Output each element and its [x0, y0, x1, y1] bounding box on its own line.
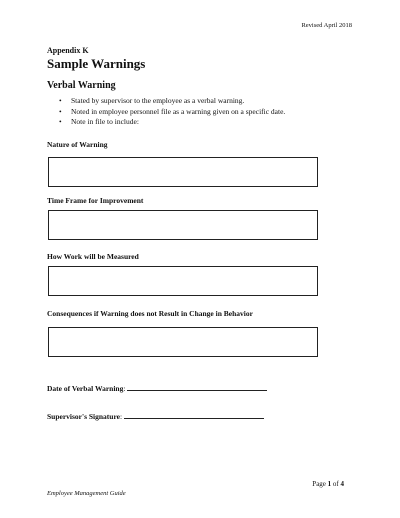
list-item: • Noted in employee personnel file as a warning given on a specific date. [57, 107, 285, 118]
appendix-label: Appendix K [47, 46, 89, 55]
page-title: Sample Warnings [47, 56, 146, 71]
footer-guide-title: Employee Management Guide [47, 490, 126, 497]
page-of: of [332, 480, 339, 488]
bullet-list [57, 96, 285, 128]
list-item: • Note in file to include: [57, 117, 285, 128]
supervisor-signature-label: Supervisor's Signature [47, 412, 120, 421]
page-number [312, 480, 344, 488]
page-current: 1 [327, 480, 332, 488]
date-of-warning-label: Date of Verbal Warning [47, 384, 124, 393]
work-measured-label: How Work will be Measured [47, 252, 139, 261]
page-total: 4 [340, 480, 344, 488]
time-frame-field[interactable] [48, 210, 318, 240]
revised-date: Revised April 2018 [301, 22, 352, 29]
supervisor-signature-row [47, 411, 264, 421]
nature-of-warning-label: Nature of Warning [47, 140, 108, 149]
consequences-label: Consequences if Warning does not Result in Change in Behavior [47, 309, 253, 318]
work-measured-field[interactable] [48, 266, 318, 296]
time-frame-label: Time Frame for Improvement [47, 196, 144, 205]
date-colon: : [123, 384, 126, 393]
supervisor-signature-line[interactable] [124, 411, 264, 419]
list-item: • Stated by supervisor to the employee as a verbal warning. [57, 96, 285, 107]
date-of-warning-row [47, 383, 267, 393]
page-prefix: Page [312, 480, 326, 488]
signature-colon: : [120, 412, 123, 421]
consequences-field[interactable] [48, 327, 318, 357]
nature-of-warning-field[interactable] [48, 157, 318, 187]
date-of-warning-line[interactable] [127, 383, 267, 391]
section-title: Verbal Warning [47, 80, 116, 91]
